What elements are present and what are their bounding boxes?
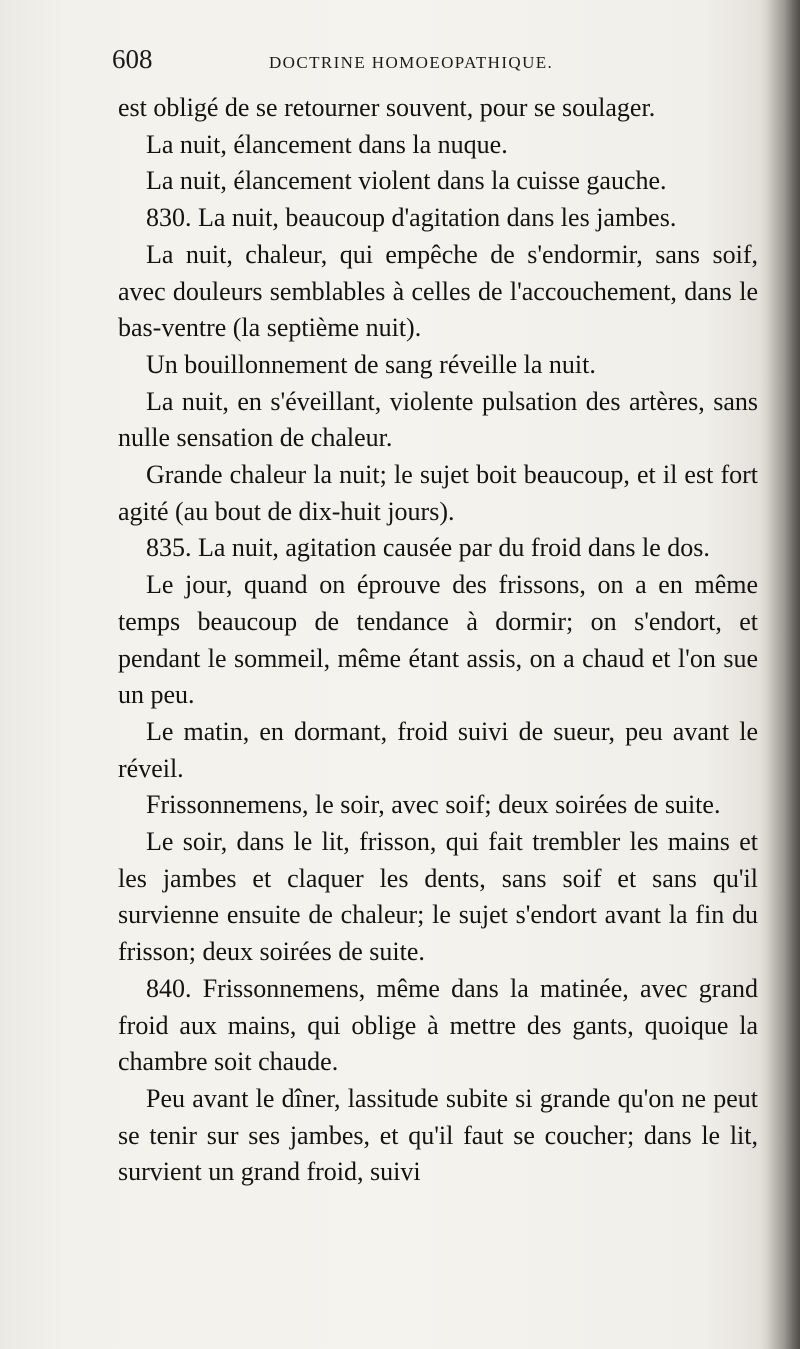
paragraph: La nuit, en s'éveillant, violente pulsation des artères, sans nulle sensation de chaleur. — [118, 386, 758, 453]
paragraph: 830. La nuit, beaucoup d'agitation dans les jambes. — [146, 203, 677, 233]
paragraph-continuation: est obligé de se retourner souvent, pour se soulager. — [118, 93, 656, 122]
paragraph: La nuit, élancement violent dans la cuisse gauche. — [146, 166, 667, 196]
paragraph: Le matin, en dormant, froid suivi de sueur, peu avant le réveil. — [118, 716, 758, 783]
page-number: 608 — [112, 44, 153, 74]
paragraph: Un bouillonnement de sang réveille la nuit. — [146, 349, 596, 379]
paragraph: La nuit, élancement dans la nuque. — [146, 129, 508, 159]
paragraph: 835. La nuit, agitation causée par du froid dans le dos. — [146, 533, 710, 563]
paragraph: Le soir, dans le lit, frisson, qui fait trembler les mains et les jambes et claquer les dents, sans soif et sans qu'il survienne ensuite de chaleur; le sujet s'endort avant la fin du frisson; deux soirées de suite. — [118, 827, 758, 967]
paragraph: Peu avant le dîner, lassitude subite si grande qu'on ne peut se tenir sur ses jambes, et qu'il faut se coucher; dans le lit, survient un grand froid, suivi — [118, 1083, 758, 1187]
paragraph: Frissonnemens, le soir, avec soif; deux soirées de suite. — [146, 790, 721, 820]
paragraph: Grande chaleur la nuit; le sujet boit beaucoup, et il est fort agité (au bout de dix-huit jours). — [118, 460, 758, 526]
paragraph: Le jour, quand on éprouve des frissons, on a en même temps beaucoup de tendance à dormir; on s'endort, et pendant le sommeil, même étant assis, on a chaud et l'on sue un peu. — [118, 570, 758, 710]
running-title: DOCTRINE HOMOEOPATHIQUE. — [269, 53, 554, 72]
paragraph: La nuit, chaleur, qui empêche de s'endormir, sans soif, avec douleurs semblables à celles de l'accouchement, dans le bas-ventre (la septième nuit). — [118, 239, 758, 343]
body-text — [118, 90, 758, 1191]
page-header — [112, 44, 672, 84]
paragraph: 840. Frissonnemens, même dans la matinée, avec grand froid aux mains, qui oblige à mettre des gants, quoique la chambre soit chaude. — [118, 973, 758, 1077]
